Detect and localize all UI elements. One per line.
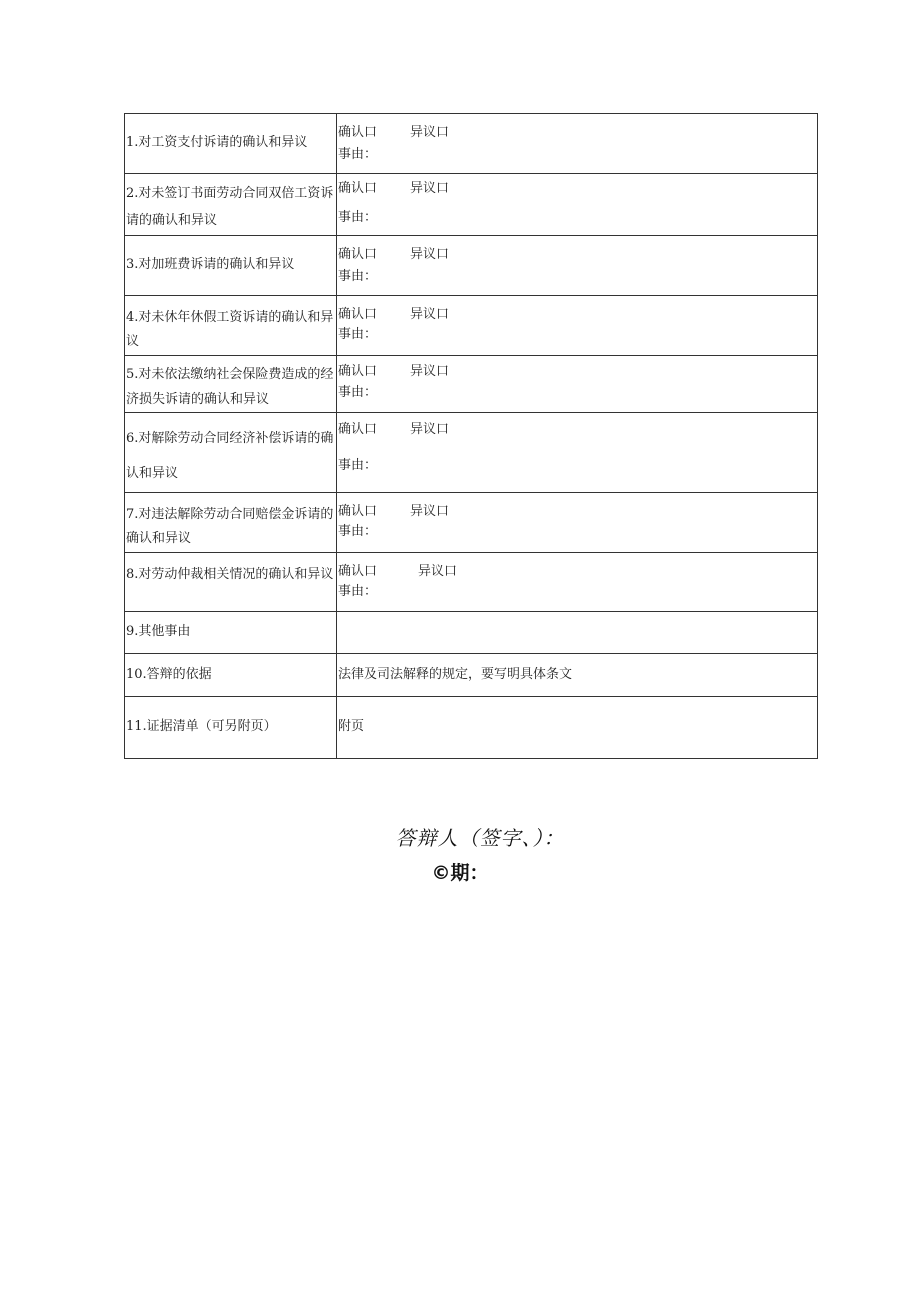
- row-response-cell: [337, 413, 818, 492]
- reason-label: 事由：: [338, 385, 378, 401]
- row-response-cell: [337, 552, 818, 611]
- reason-label: 事由：: [338, 147, 378, 163]
- reason-label: 事由：: [338, 268, 378, 284]
- row-label: 9.其他事由: [126, 624, 191, 640]
- object-checkbox[interactable]: 异议口: [410, 306, 450, 322]
- row-label-cell: [125, 355, 337, 412]
- confirm-checkbox[interactable]: 确认口: [338, 125, 378, 140]
- reason-label: 事由：: [338, 326, 378, 342]
- row-label: 3.对加班费诉请的确认和异议: [126, 257, 295, 272]
- defense-form-table: [124, 113, 818, 759]
- table-row: [125, 355, 818, 412]
- row-label-cell: [125, 235, 337, 295]
- row-label: 6.对解除劳动合同经济补偿诉请的确认和异议: [126, 431, 334, 482]
- table-row: [125, 492, 818, 552]
- confirm-checkbox[interactable]: 确认口: [338, 363, 378, 379]
- table-row: [125, 413, 818, 492]
- row-label: 4.对未休年休假工资诉请的确认和异议: [126, 309, 334, 350]
- row-label: 11.证据清单（可另附页）: [126, 719, 277, 735]
- signature-line: 答辩人（签字、）：: [395, 826, 565, 850]
- confirm-checkbox[interactable]: 确认口: [338, 181, 378, 196]
- object-checkbox[interactable]: 异议口: [410, 181, 450, 196]
- confirm-checkbox[interactable]: 确认口: [338, 503, 378, 519]
- row-label: 8.对劳动仲裁相关情况的确认和异议: [126, 566, 334, 582]
- date-line: ©期：: [431, 862, 489, 884]
- row-label-cell: [125, 295, 337, 355]
- row-label-cell: [125, 114, 337, 174]
- table-row: [125, 174, 818, 236]
- table-row: [125, 653, 818, 696]
- object-checkbox[interactable]: 异议口: [410, 503, 450, 519]
- row-content-cell[interactable]: [337, 696, 818, 758]
- object-checkbox[interactable]: 异议口: [418, 563, 458, 579]
- reason-label: 事由：: [338, 210, 378, 226]
- row-response-cell: [337, 174, 818, 236]
- evidence-list-value: 附页: [338, 719, 365, 735]
- row-response-cell: [337, 114, 818, 174]
- confirm-checkbox[interactable]: 确认口: [338, 306, 378, 322]
- row-response-cell: [337, 295, 818, 355]
- table-row: [125, 696, 818, 758]
- row-content-cell[interactable]: [337, 653, 818, 696]
- row-response-cell: [337, 355, 818, 412]
- row-content-cell[interactable]: [337, 611, 818, 653]
- defense-basis-value: 法律及司法解释的规定，要写明具体条文: [338, 666, 573, 682]
- confirm-checkbox[interactable]: 确认口: [338, 246, 378, 262]
- reason-label: 事由：: [338, 584, 378, 600]
- row-label-cell: [125, 611, 337, 653]
- row-response-cell: [337, 492, 818, 552]
- object-checkbox[interactable]: 异议口: [410, 246, 450, 262]
- row-label: 7.对违法解除劳动合同赔偿金诉请的确认和异议: [126, 506, 334, 547]
- row-label: 10.答辩的依据: [126, 666, 212, 682]
- table-row: [125, 552, 818, 611]
- object-checkbox[interactable]: 异议口: [410, 422, 450, 438]
- table-row: [125, 114, 818, 174]
- table-row: [125, 235, 818, 295]
- row-label-cell: [125, 653, 337, 696]
- confirm-checkbox[interactable]: 确认口: [338, 422, 378, 438]
- table-row: [125, 295, 818, 355]
- reason-label: 事由：: [338, 523, 378, 539]
- reason-label: 事由：: [338, 457, 378, 473]
- row-label-cell: [125, 696, 337, 758]
- row-label: 1.对工资支付诉请的确认和异议: [126, 135, 308, 151]
- row-label-cell: [125, 174, 337, 236]
- row-label: 2.对未签订书面劳动合同双倍工资诉请的确认和异议: [126, 186, 334, 229]
- row-response-cell: [337, 235, 818, 295]
- table-row: [125, 611, 818, 653]
- row-label-cell: [125, 552, 337, 611]
- row-label-cell: [125, 492, 337, 552]
- row-label-cell: [125, 413, 337, 492]
- object-checkbox[interactable]: 异议口: [410, 125, 450, 140]
- row-label: 5.对未依法缴纳社会保险费造成的经济损失诉请的确认和异议: [126, 366, 334, 407]
- confirm-checkbox[interactable]: 确认口: [338, 563, 378, 579]
- object-checkbox[interactable]: 异议口: [410, 363, 450, 379]
